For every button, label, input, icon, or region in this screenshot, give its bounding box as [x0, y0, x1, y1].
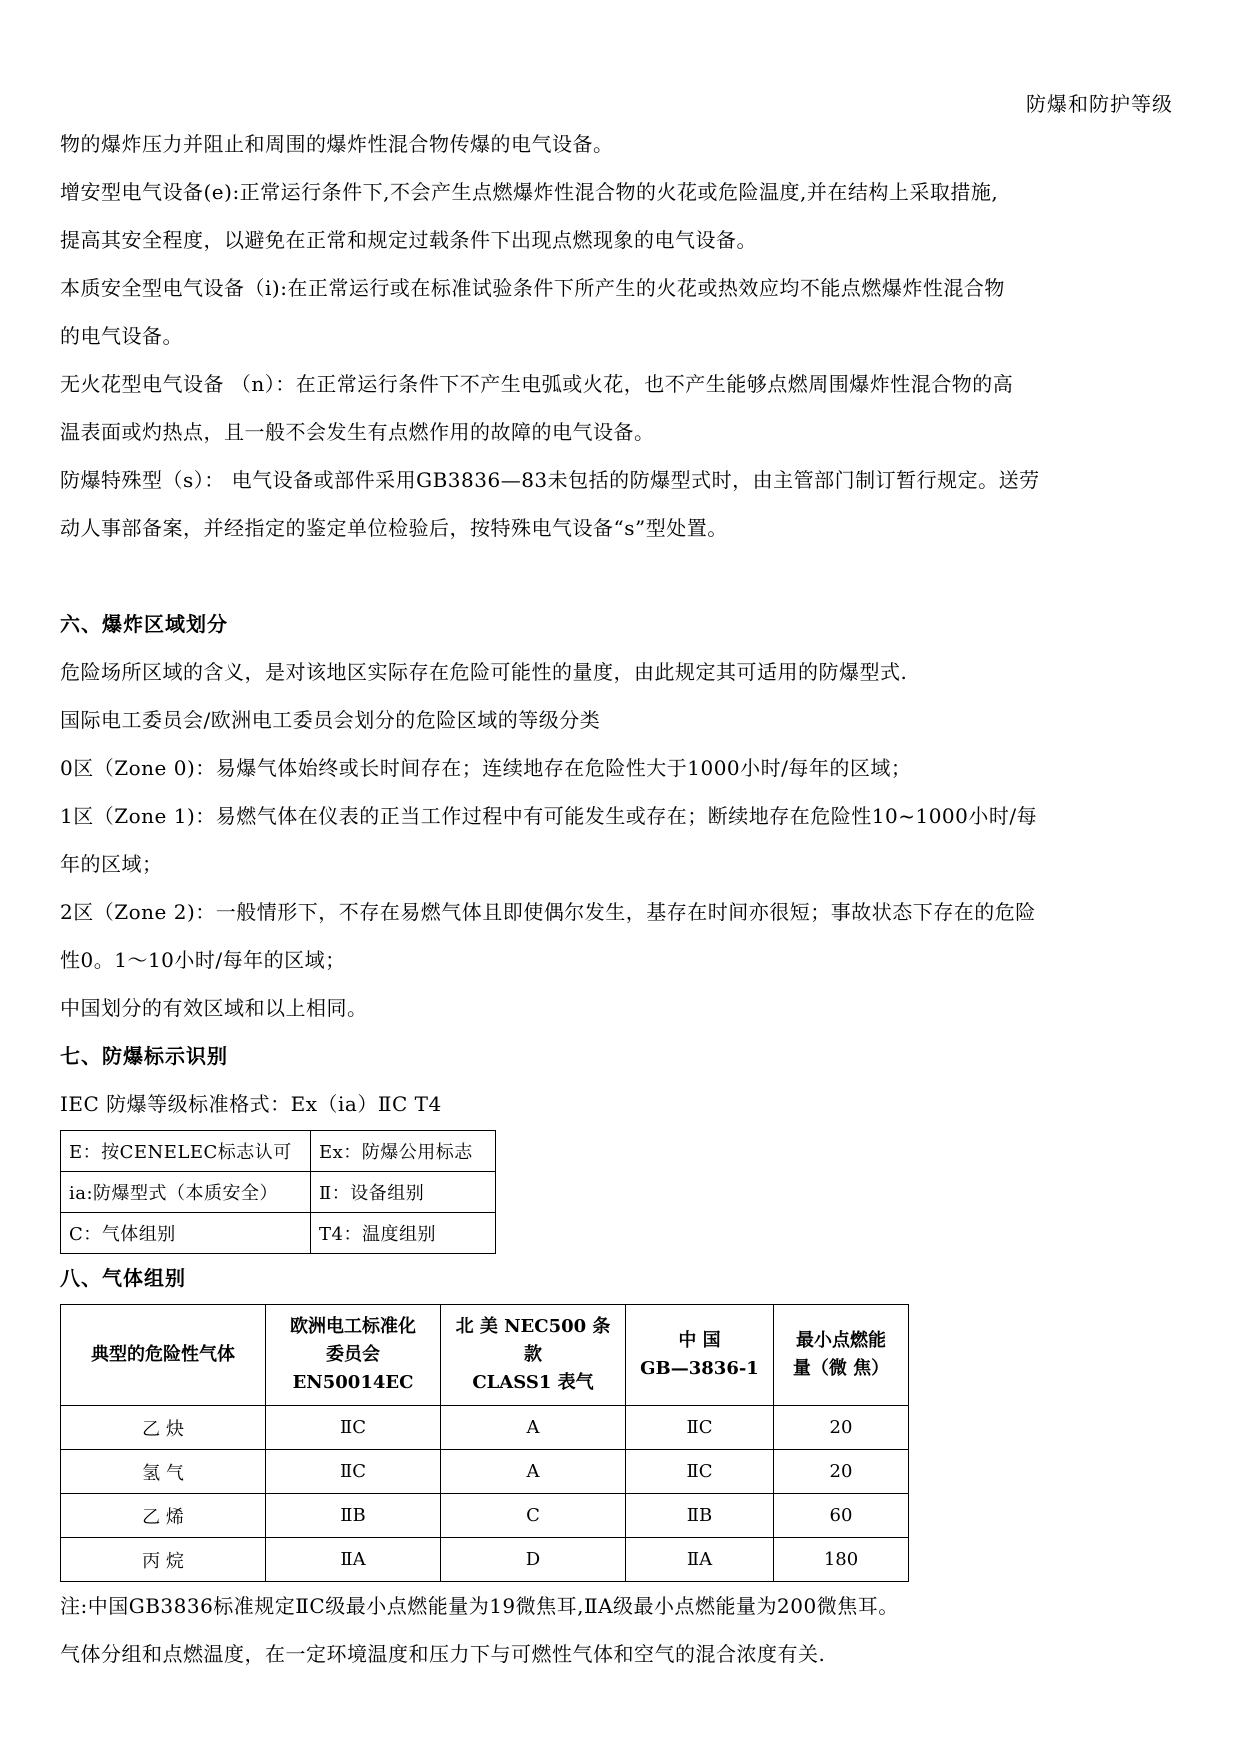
marking-table [60, 1130, 496, 1254]
section-heading: 八、气体组别 [60, 1266, 186, 1290]
header-line: 量（微 焦） [792, 1358, 890, 1379]
note-line: 注:中国GB3836标准规定ⅡC级最小点燃能量为19微焦耳,ⅡA级最小点燃能量为200微焦耳。 [60, 1594, 899, 1618]
table-cell: ⅡB [266, 1494, 441, 1538]
header-line: 典型的危险性气体 [91, 1344, 235, 1365]
paragraph-line: 性0。1～10小时/每年的区域； [60, 948, 346, 972]
table-cell: ia:防爆型式（本质安全） [61, 1172, 311, 1213]
paragraph-line: 物的爆炸压力并阻止和周围的爆炸性混合物传爆的电气设备。 [60, 132, 614, 156]
table-row [61, 1131, 496, 1172]
section-heading: 七、防爆标示识别 [60, 1044, 228, 1068]
paragraph-line: 0区（Zone 0)：易爆气体始终或长时间存在；连续地存在危险性大于1000小时/每年的区域； [60, 756, 912, 780]
paragraph-line: 温表面或灼热点，且一般不会发生有点燃作用的故障的电气设备。 [60, 420, 655, 444]
table-cell: 氢 气 [61, 1450, 266, 1494]
table-cell: ⅡC [266, 1406, 441, 1450]
paragraph-line: 的电气设备。 [60, 324, 183, 348]
section-heading: 六、爆炸区域划分 [60, 612, 228, 636]
table-cell: 180 [774, 1538, 909, 1582]
paragraph-line: 危险场所区域的含义，是对该地区实际存在危险可能性的量度，由此规定其可适用的防爆型式. [60, 660, 908, 684]
gas-group-table [60, 1304, 909, 1582]
header-line: 北 美 NEC500 条款 [455, 1316, 611, 1365]
note-line: 气体分组和点燃温度，在一定环境温度和压力下与可燃性气体和空气的混合浓度有关. [60, 1642, 826, 1666]
paragraph-line: 中国划分的有效区域和以上相同。 [60, 996, 368, 1020]
table-row [61, 1494, 909, 1538]
table-cell: A [441, 1406, 626, 1450]
table-cell: T4：温度组别 [311, 1213, 496, 1254]
table-header [626, 1305, 774, 1406]
table-header [266, 1305, 441, 1406]
table-cell: 乙 炔 [61, 1406, 266, 1450]
format-line: IEC 防爆等级标准格式：Ex（ia）ⅡC T4 [60, 1092, 442, 1116]
table-row [61, 1538, 909, 1582]
table-header [61, 1305, 266, 1406]
table-cell: ⅡC [626, 1406, 774, 1450]
header-line: 欧洲电工标准化 [290, 1316, 416, 1337]
header-line: 中 国 [678, 1330, 721, 1351]
table-cell: 20 [774, 1450, 909, 1494]
table-cell: 20 [774, 1406, 909, 1450]
header-line: CLASS1 表气 [472, 1372, 594, 1393]
table-cell: 乙 烯 [61, 1494, 266, 1538]
table-cell: D [441, 1538, 626, 1582]
table-cell: E：按CENELEC标志认可 [61, 1131, 311, 1172]
header-line: 委员会 [326, 1344, 380, 1365]
table-header [774, 1305, 909, 1406]
table-row [61, 1213, 496, 1254]
document-body [60, 120, 1185, 1678]
table-cell: ⅡC [266, 1450, 441, 1494]
header-line: EN50014EC [292, 1372, 414, 1393]
table-cell: ⅡB [626, 1494, 774, 1538]
page-header: 防爆和防护等级 [1026, 92, 1173, 116]
table-cell: Ex：防爆公用标志 [311, 1131, 496, 1172]
table-cell: ⅡA [266, 1538, 441, 1582]
header-line: 最小点燃能 [796, 1330, 886, 1351]
paragraph-line: 2区（Zone 2)：一般情形下，不存在易燃气体且即使偶尔发生，基存在时间亦很短；事故状态下存在的危险 [60, 900, 1036, 924]
table-cell: C [441, 1494, 626, 1538]
paragraph-line: 国际电工委员会/欧洲电工委员会划分的危险区域的等级分类 [60, 708, 601, 732]
paragraph-line: 提高其安全程度，以避免在正常和规定过载条件下出现点燃现象的电气设备。 [60, 228, 757, 252]
table-header [441, 1305, 626, 1406]
table-cell: ⅡC [626, 1450, 774, 1494]
table-row [61, 1450, 909, 1494]
paragraph-line: 1区（Zone 1)：易燃气体在仪表的正当工作过程中有可能发生或存在；断续地存在危险性10~1000小时/每 [60, 804, 1038, 828]
paragraph-line: 本质安全型电气设备（i):在正常运行或在标准试验条件下所产生的火花或热效应均不能点燃爆炸性混合物 [60, 276, 1005, 300]
table-row [61, 1172, 496, 1213]
paragraph-line: 防爆特殊型（s）： 电气设备或部件采用GB3836—83未包括的防爆型式时，由主管部门制订暂行规定。送劳 [60, 468, 1040, 492]
table-cell: C：气体组别 [61, 1213, 311, 1254]
table-cell: A [441, 1450, 626, 1494]
paragraph-line: 年的区域； [60, 852, 163, 876]
paragraph-line: 动人事部备案，并经指定的鉴定单位检验后，按特殊电气设备“s”型处置。 [60, 516, 728, 540]
header-line: GB—3836-1 [640, 1358, 759, 1379]
table-cell: ⅡA [626, 1538, 774, 1582]
paragraph-line: 无火花型电气设备 （n）：在正常运行条件下不产生电弧或火花，也不产生能够点燃周围爆炸性混合物的高 [60, 372, 1014, 396]
spacer [60, 552, 1185, 600]
table-cell: Ⅱ：设备组别 [311, 1172, 496, 1213]
paragraph-line: 增安型电气设备(e):正常运行条件下,不会产生点燃爆炸性混合物的火花或危险温度,并在结构上采取措施, [60, 180, 999, 204]
table-row [61, 1406, 909, 1450]
table-header-row [61, 1305, 909, 1406]
table-cell: 丙 烷 [61, 1538, 266, 1582]
table-cell: 60 [774, 1494, 909, 1538]
